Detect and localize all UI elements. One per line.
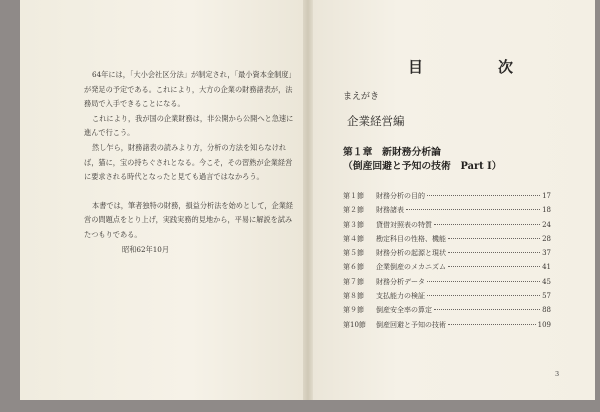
toc-row [343, 262, 551, 276]
section-page: 41 [542, 263, 551, 272]
dot-leader [434, 308, 540, 310]
section-page: 88 [542, 306, 551, 315]
section-title: 支払能力の検証 [376, 292, 425, 301]
section-number: 第２節 [343, 206, 364, 215]
paragraph: 然し乍ら，財務諸表の読みより方，分析の方法を知らなければ，猫に，宝の持ちぐされとなる。今こそ，その習熟が企業経営に要求される時代となったと見ても過言ではなかろう。 [84, 142, 293, 182]
section-title: 財務分析の起源と現状 [376, 249, 446, 258]
section-number: 第７節 [343, 277, 364, 286]
toc-row [343, 220, 551, 234]
preface-text [84, 68, 294, 257]
section-page: 18 [542, 206, 551, 215]
dot-leader [448, 251, 540, 253]
section-title: 倒産安全率の算定 [376, 306, 432, 315]
dot-leader [427, 280, 540, 282]
toc-row [343, 291, 551, 305]
section-title: 財務分析の目的 [376, 192, 425, 200]
section-title: 企業倒産のメカニズム [376, 263, 446, 272]
paragraph: これにより，我が国の企業財務は，非公開から公開へと急速に進んで行こう。 [84, 113, 294, 138]
section-page: 109 [537, 320, 551, 329]
dot-leader [406, 208, 540, 210]
section-number: 第５節 [343, 249, 364, 258]
toc-part-heading: 企業経営編 [347, 114, 405, 128]
toc-row [343, 205, 551, 219]
section-page: 37 [542, 249, 551, 258]
toc-row [343, 191, 551, 205]
section-title: 勘定科目の性格、機能 [376, 234, 446, 243]
dot-leader [434, 223, 540, 225]
section-number: 第３節 [343, 220, 364, 229]
section-number: 第８節 [343, 292, 364, 301]
book-gutter [303, 0, 313, 400]
dot-leader [448, 323, 536, 325]
paragraph: 本書では，筆者独特の財務，損益分析法を始めとして，企業経営の問題点をとり上げ，実践実務的見地から，平易に解説を試みたつもりである。 [84, 200, 294, 239]
toc-title: 目 次 [408, 58, 544, 76]
section-number: 第９節 [343, 306, 364, 315]
section-number: 第１節 [343, 192, 364, 200]
section-page: 57 [542, 292, 551, 301]
toc-chapter-heading [343, 146, 502, 174]
section-number: 第４節 [343, 234, 364, 243]
toc-preface: まえがき [343, 92, 380, 102]
right-page [313, 0, 595, 400]
book-spread [20, 0, 595, 400]
section-page: 17 [542, 192, 551, 200]
paragraph: 64年には，「大小会社区分法」が制定され，「最小資本金制度」が発足の予定である。これにより，大方の企業の財務諸表が，法務局で入手できることになる。 [84, 70, 293, 109]
section-number: 第６節 [343, 263, 364, 272]
section-title: 貸借対照表の特質 [376, 220, 432, 229]
dot-leader [427, 194, 540, 196]
dot-leader [427, 294, 540, 296]
section-title: 倒産回避と予知の技術 [376, 320, 446, 329]
date: 昭和62年10月 [122, 244, 170, 254]
page-number: 3 [555, 370, 560, 378]
chapter-title: 第１章 新財務分析論 [343, 147, 441, 158]
dot-leader [448, 265, 540, 267]
toc-row [343, 234, 551, 248]
section-title: 財務分析データ [376, 277, 425, 286]
left-page [20, 0, 303, 400]
section-number: 第10節 [343, 320, 366, 329]
toc-list [343, 191, 551, 334]
dot-leader [448, 237, 540, 239]
toc-row [343, 305, 551, 319]
section-title: 財務諸表 [376, 206, 404, 215]
toc-row [343, 277, 551, 291]
section-page: 24 [542, 220, 551, 229]
toc-row [343, 320, 551, 334]
chapter-subtitle: （倒産回避と予知の技術 Part Ⅰ） [343, 161, 502, 172]
section-page: 28 [542, 234, 551, 243]
section-page: 45 [542, 277, 551, 286]
toc-row [343, 248, 551, 262]
